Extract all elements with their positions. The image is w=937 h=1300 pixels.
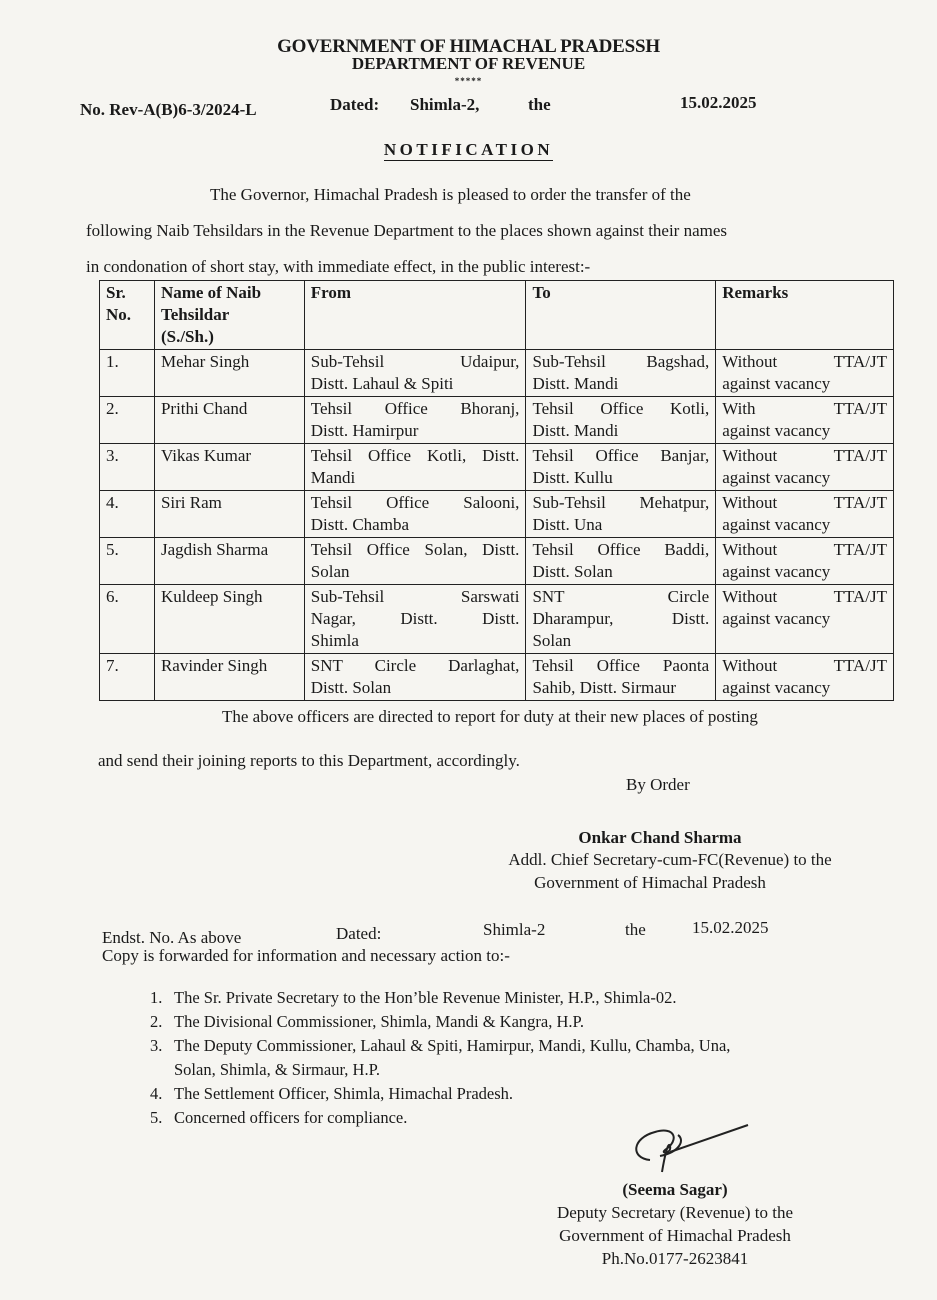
remarks-line: Without TTA/JT (722, 540, 887, 559)
remarks-line: against vacancy (722, 421, 831, 440)
cell-to (526, 350, 716, 397)
cell-to (526, 654, 716, 701)
from-line: Tehsil Office Bhoranj, (310, 399, 520, 418)
endorsement-ref: Endst. No. As above (102, 928, 242, 947)
notification-title: NOTIFICATION (383, 140, 554, 159)
from-line: Distt. Lahaul & Spiti (310, 374, 454, 393)
remarks-line: against vacancy (722, 468, 831, 487)
cell-from (304, 491, 526, 538)
intro-line-2: following Naib Tehsildars in the Revenue Department to the places shown against their names (86, 221, 728, 240)
cell-from (304, 654, 526, 701)
to-line: Tehsil Office Banjar, (532, 446, 710, 465)
cell-to (526, 585, 716, 654)
cell-from (304, 350, 526, 397)
by-order: By Order (626, 775, 690, 794)
signatory-2-name: (Seema Sagar) (622, 1180, 728, 1199)
to-line: Sub-Tehsil Bagshad, (532, 352, 710, 371)
table-row (100, 444, 894, 491)
table-header-row (100, 281, 894, 350)
transfer-table (99, 280, 894, 701)
copy-forwarded-line: Copy is forwarded for information and necessary action to:- (102, 946, 510, 965)
recipient-number: 2. (150, 1012, 163, 1031)
cell-remarks (716, 654, 894, 701)
to-line: Distt. Kullu (532, 468, 613, 487)
to-line: Dharampur, Distt. (532, 609, 710, 628)
header-to: To (526, 281, 716, 350)
remarks-line: against vacancy (722, 515, 831, 534)
cell-to (526, 538, 716, 585)
from-line: Sub-Tehsil Sarswati (310, 587, 520, 606)
cell-name: Kuldeep Singh (154, 585, 304, 654)
remarks-line: Without TTA/JT (722, 352, 887, 371)
cell-from (304, 397, 526, 444)
closing-line-1: The above officers are directed to report for duty at their new places of posting (222, 707, 758, 726)
from-line: Distt. Chamba (310, 515, 409, 534)
endorsement-dated-label: Dated: (336, 924, 382, 943)
recipient-item (150, 1010, 730, 1034)
from-line: Nagar, Distt. Distt. (310, 609, 520, 628)
to-line: Tehsil Office Paonta (532, 656, 710, 675)
table-row (100, 654, 894, 701)
issue-date: 15.02.2025 (680, 93, 757, 112)
recipient-item (150, 986, 730, 1010)
to-line: Tehsil Office Kotli, (532, 399, 710, 418)
from-line: Tehsil Office Solan, Distt. (310, 540, 520, 559)
cell-to (526, 444, 716, 491)
the-label: the (528, 95, 551, 114)
signatory-2-phone: Ph.No.0177-2623841 (601, 1249, 749, 1268)
dated-label: Dated: (330, 95, 380, 114)
table-row (100, 491, 894, 538)
cell-sr-no: 2. (100, 397, 155, 444)
cell-to (526, 491, 716, 538)
cell-sr-no: 3. (100, 444, 155, 491)
to-line: SNT Circle (532, 587, 710, 606)
to-line: Distt. Mandi (532, 374, 619, 393)
remarks-line: Without TTA/JT (722, 493, 887, 512)
cell-from (304, 444, 526, 491)
header-name: Name of Naib Tehsildar (S./Sh.) (154, 281, 304, 350)
cell-remarks (716, 585, 894, 654)
signature-icon (620, 1120, 770, 1180)
table-row (100, 350, 894, 397)
cell-remarks (716, 491, 894, 538)
recipient-text: The Settlement Officer, Shimla, Himachal Pradesh. (174, 1084, 514, 1103)
from-line: Distt. Hamirpur (310, 421, 419, 440)
recipient-number: 3. (150, 1036, 163, 1055)
to-line: Distt. Una (532, 515, 603, 534)
cell-remarks (716, 538, 894, 585)
cell-name: Siri Ram (154, 491, 304, 538)
from-line: Shimla (310, 631, 359, 650)
cell-sr-no: 7. (100, 654, 155, 701)
remarks-line: Without TTA/JT (722, 446, 887, 465)
remarks-line: Without TTA/JT (722, 656, 887, 675)
signatory-2-designation: Deputy Secretary (Revenue) to the (556, 1203, 794, 1222)
cell-name: Jagdish Sharma (154, 538, 304, 585)
cell-remarks (716, 397, 894, 444)
cell-from (304, 538, 526, 585)
remarks-line: against vacancy (722, 678, 831, 697)
remarks-line: against vacancy (722, 374, 831, 393)
to-line: Sahib, Distt. Sirmaur (532, 678, 676, 697)
from-line: Solan (310, 562, 350, 581)
endorsement-date: 15.02.2025 (692, 918, 769, 937)
from-line: Tehsil Office Salooni, (310, 493, 520, 512)
from-line: Mandi (310, 468, 356, 487)
cell-remarks (716, 444, 894, 491)
endorsement-place: Shimla-2 (483, 920, 546, 939)
table-row (100, 585, 894, 654)
recipient-item (150, 1082, 730, 1106)
recipient-number: 4. (150, 1084, 163, 1103)
from-line: Sub-Tehsil Udaipur, (310, 352, 520, 371)
cell-sr-no: 4. (100, 491, 155, 538)
remarks-line: Without TTA/JT (722, 587, 887, 606)
signatory-1-designation: Addl. Chief Secretary-cum-FC(Revenue) to the (508, 850, 832, 869)
table-row (100, 538, 894, 585)
table-row (100, 397, 894, 444)
cell-from (304, 585, 526, 654)
signatory-1-name: Onkar Chand Sharma (578, 828, 742, 847)
cell-sr-no: 6. (100, 585, 155, 654)
recipient-text: The Sr. Private Secretary to the Hon’ble Revenue Minister, H.P., Shimla-02. (174, 988, 677, 1007)
recipient-number: 1. (150, 988, 163, 1007)
remarks-line: against vacancy (722, 609, 831, 628)
recipient-list (150, 986, 730, 1130)
recipient-text: The Divisional Commissioner, Shimla, Mandi & Kangra, H.P. (174, 1012, 584, 1031)
separator: ***** (454, 76, 483, 86)
to-line: Solan (532, 631, 572, 650)
recipient-item (150, 1058, 730, 1082)
department-heading: DEPARTMENT OF REVENUE (351, 54, 586, 73)
cell-name: Ravinder Singh (154, 654, 304, 701)
header-remarks: Remarks (716, 281, 894, 350)
from-line: Tehsil Office Kotli, Distt. (310, 446, 520, 465)
from-line: Distt. Solan (310, 678, 392, 697)
recipient-text: The Deputy Commissioner, Lahaul & Spiti, Hamirpur, Mandi, Kullu, Chamba, Una, (174, 1036, 731, 1055)
remarks-line: With TTA/JT (722, 399, 887, 418)
cell-name: Prithi Chand (154, 397, 304, 444)
place: Shimla-2, (410, 95, 480, 114)
cell-sr-no: 1. (100, 350, 155, 397)
to-line: Distt. Solan (532, 562, 613, 581)
cell-remarks (716, 350, 894, 397)
cell-name: Mehar Singh (154, 350, 304, 397)
cell-to (526, 397, 716, 444)
to-line: Tehsil Office Baddi, (532, 540, 710, 559)
from-line: SNT Circle Darlaghat, (310, 656, 520, 675)
header-sr-no: Sr. No. (100, 281, 155, 350)
remarks-line: against vacancy (722, 562, 831, 581)
intro-line-1: The Governor, Himachal Pradesh is pleased to order the transfer of the (210, 185, 691, 204)
cell-name: Vikas Kumar (154, 444, 304, 491)
to-line: Sub-Tehsil Mehatpur, (532, 493, 710, 512)
signatory-2-org: Government of Himachal Pradesh (559, 1226, 791, 1245)
to-line: Distt. Mandi (532, 421, 619, 440)
cell-sr-no: 5. (100, 538, 155, 585)
signatory-1-org: Government of Himachal Pradesh (534, 873, 766, 892)
recipient-item (150, 1034, 730, 1058)
intro-line-3: in condonation of short stay, with immediate effect, in the public interest:- (86, 257, 591, 276)
government-heading: GOVERNMENT OF HIMACHAL PRADESSH (277, 36, 660, 57)
closing-line-2: and send their joining reports to this Department, accordingly. (98, 751, 520, 770)
reference-number: No. Rev-A(B)6-3/2024-L (80, 100, 257, 119)
endorsement-the-label: the (625, 920, 646, 939)
recipient-number: 5. (150, 1108, 163, 1127)
header-from: From (304, 281, 526, 350)
recipient-text: Solan, Shimla, & Sirmaur, H.P. (174, 1060, 381, 1079)
recipient-text: Concerned officers for compliance. (174, 1108, 408, 1127)
